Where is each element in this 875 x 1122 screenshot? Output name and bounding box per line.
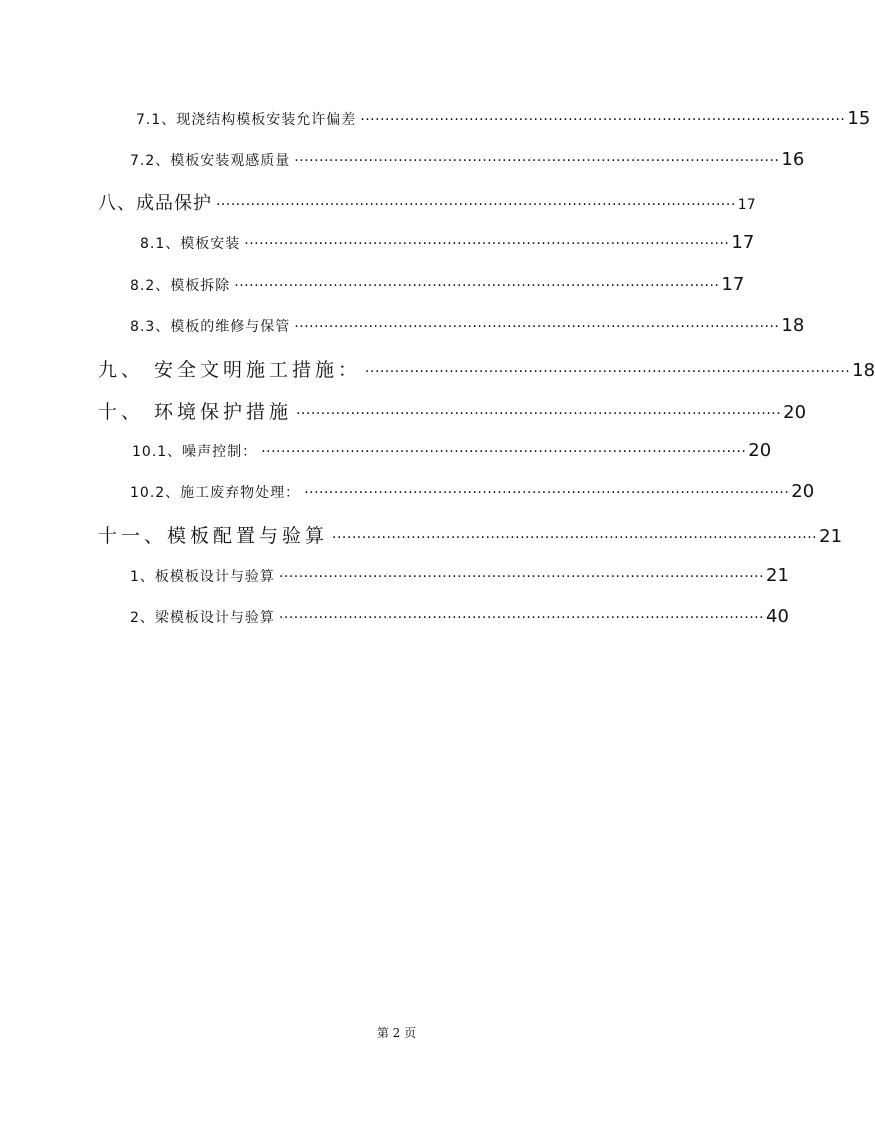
toc-entry-label: 8.1、模板安装	[140, 236, 241, 252]
toc-entry-label: 8.2、模板拆除	[130, 278, 231, 294]
toc-entry-label: 10.2、施工废弃物处理：	[130, 485, 301, 501]
toc-entry-11-1[interactable]	[0, 565, 793, 586]
toc-leader-dots: ··································································································	[294, 319, 780, 335]
toc-entry-page: 17	[737, 197, 756, 213]
toc-entry-label: 7.1、现浇结构模板安装允许偏差	[136, 112, 357, 128]
toc-entry-label: 8.3、模板的维修与保管	[130, 319, 291, 335]
toc-entry-page: 20	[791, 481, 815, 502]
toc-entry-10-2[interactable]	[0, 481, 815, 502]
toc-entry-8-3[interactable]	[0, 315, 805, 336]
toc-entry-chapter-10[interactable]	[0, 397, 807, 424]
toc-leader-dots: ·········································································································	[216, 197, 736, 213]
toc-leader-dots: ··································································································	[261, 444, 747, 460]
page-footer	[0, 1024, 793, 1041]
toc-entry-page: 16	[781, 149, 805, 170]
toc-entry-label: 十、 环境保护措施	[98, 401, 293, 423]
toc-entry-8-1[interactable]	[0, 232, 793, 253]
toc-entry-chapter-11[interactable]	[0, 521, 843, 548]
toc-entry-label: 十一、模板配置与验算	[98, 525, 329, 547]
toc-entry-chapter-8[interactable]	[0, 189, 793, 215]
toc-entry-page: 18	[781, 315, 805, 336]
toc-entry-page: 40	[766, 606, 789, 627]
toc-leader-dots: ··································································································	[304, 485, 790, 501]
toc-entry-chapter-9[interactable]	[0, 355, 875, 382]
toc-leader-dots: ··································································································	[244, 236, 730, 252]
toc-entry-page: 18	[852, 360, 875, 381]
toc-entry-page: 21	[819, 526, 843, 547]
toc-leader-dots: ··································································································	[296, 406, 782, 422]
toc-leader-dots: ··································································································	[278, 610, 765, 626]
toc-leader-dots: ··································································································	[234, 278, 720, 294]
toc-entry-page: 15	[847, 108, 871, 129]
toc-entry-label: 7.2、模板安装观感质量	[130, 153, 291, 169]
toc-entry-page: 17	[721, 274, 745, 295]
toc-entry-7-2[interactable]	[0, 149, 805, 170]
toc-entry-label: 1、板模板设计与验算	[130, 569, 275, 585]
toc-entry-8-2[interactable]	[0, 274, 793, 295]
page-number-label: 第 2 页	[376, 1026, 417, 1040]
toc-entry-page: 20	[783, 402, 807, 423]
toc-entry-10-1[interactable]	[0, 440, 793, 461]
toc-leader-dots: ··································································································	[360, 112, 846, 128]
toc-entry-page: 21	[766, 565, 789, 586]
toc-leader-dots: ··································································································	[365, 364, 851, 380]
toc-leader-dots: ··································································································	[278, 569, 765, 585]
toc-entry-label: 10.1、噪声控制：	[132, 444, 258, 460]
toc-leader-dots: ··································································································	[332, 530, 818, 546]
toc-entry-page: 17	[731, 232, 755, 253]
toc-entry-11-2[interactable]	[0, 606, 793, 627]
toc-entry-7-1[interactable]	[0, 108, 871, 129]
toc-leader-dots: ··································································································	[294, 153, 780, 169]
toc-entry-page: 20	[748, 440, 772, 461]
toc-entry-label: 2、梁模板设计与验算	[130, 610, 275, 626]
toc-entry-label: 九、 安全文明施工措施：	[98, 359, 362, 381]
toc-entry-label: 八、成品保护	[98, 193, 212, 214]
